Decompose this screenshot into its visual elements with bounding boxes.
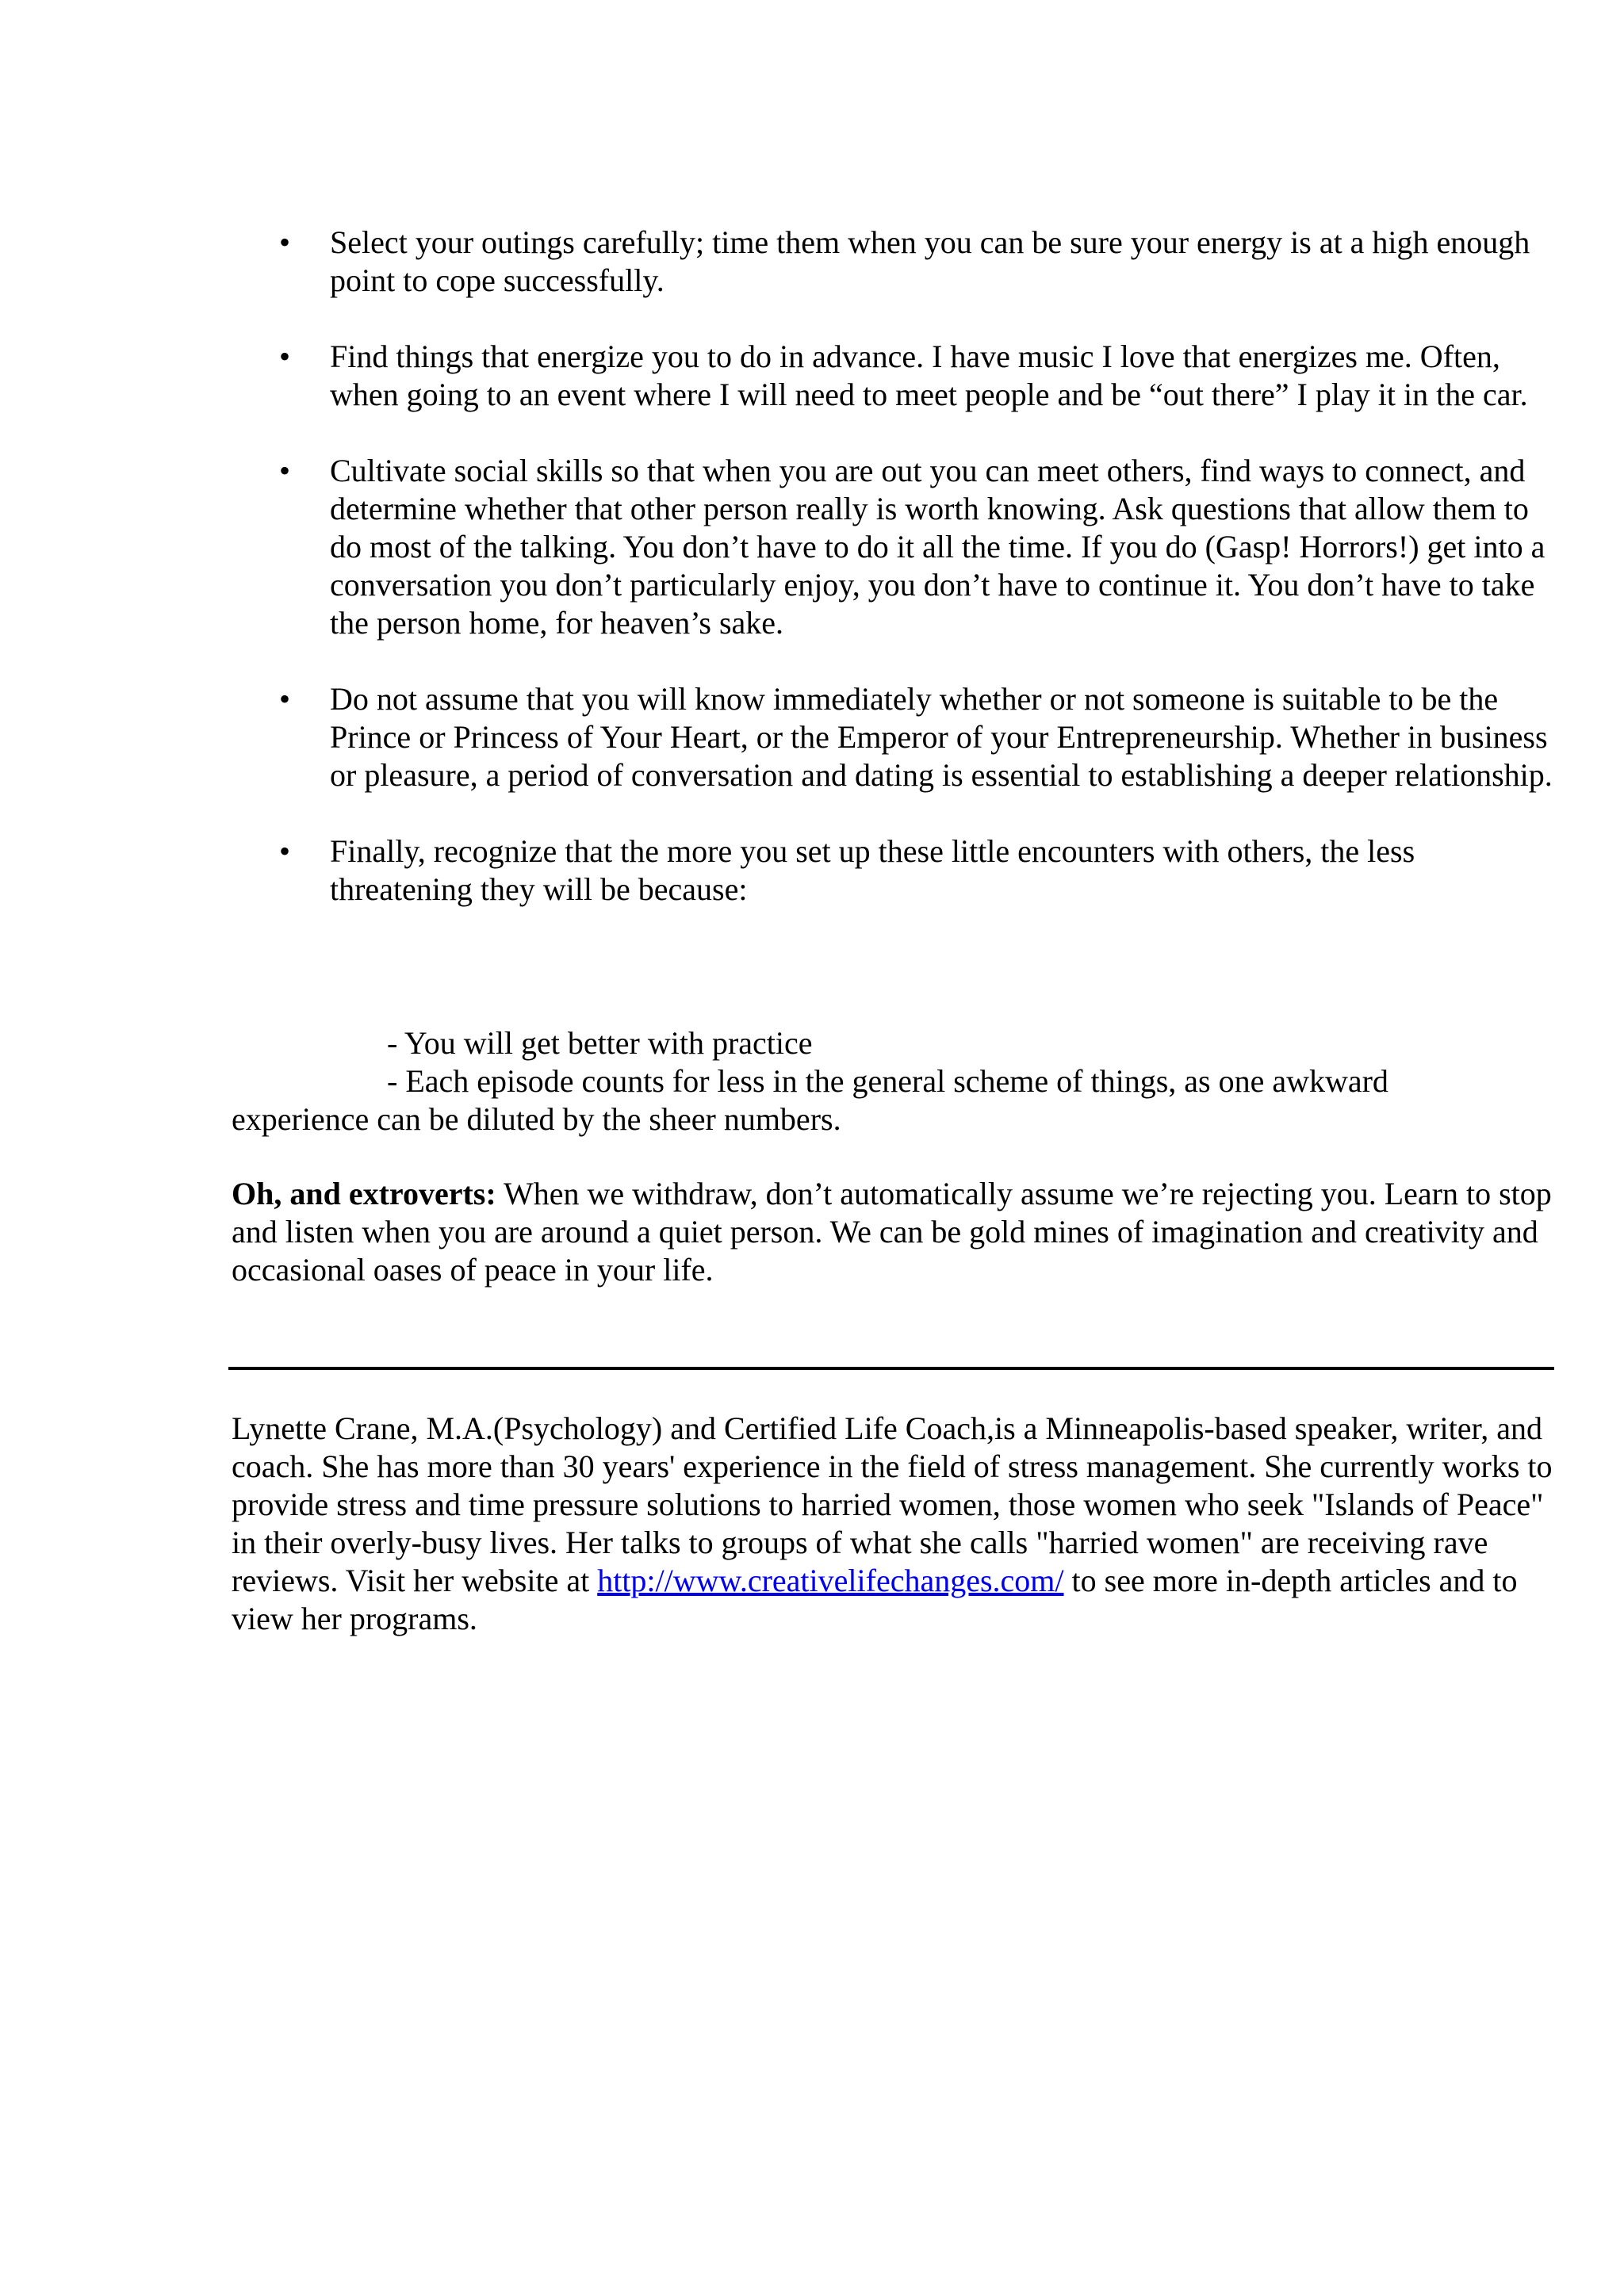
sub-point-episode: - Each episode counts for less in the general scheme of things, as one awkward: [387, 1063, 1388, 1099]
website-link[interactable]: http://www.creativelifechanges.com/: [597, 1563, 1064, 1598]
bullet-icon: •: [279, 224, 291, 260]
extroverts-paragraph: [232, 1175, 1564, 1289]
bullet-icon: •: [279, 453, 291, 488]
list-item-text: Select your outings carefully; time them when you can be sure your energy is at a high enough point to cope successfully.: [330, 224, 1530, 298]
bio-text-end: to see more in-depth articles and to view her programs.: [232, 1563, 1518, 1636]
list-item: [279, 680, 1556, 794]
list-item: [279, 224, 1556, 300]
author-bio: [232, 1410, 1564, 1638]
list-item-text: Do not assume that you will know immediately whether or not someone is suitable to be the Prince or Princess of Your Heart, or the Emperor of your Entrepreneurship. Whether in business or pleasure, a period of conversation and dating is essential to establishing a deeper relationship.: [330, 681, 1553, 793]
list-item: [279, 832, 1556, 909]
list-item-text: Find things that energize you to do in advance. I have music I love that energizes me. Often, when going to an event where I will need to meet people and be “out there” I play it in the car.: [330, 339, 1528, 412]
bullet-icon: •: [279, 339, 291, 374]
list-item: [279, 452, 1556, 642]
bullet-icon: •: [279, 833, 291, 869]
bullet-icon: •: [279, 681, 291, 717]
list-item: [279, 338, 1556, 414]
tips-list: [279, 224, 1556, 947]
horizontal-divider: [228, 1367, 1554, 1370]
sub-point-episode-continued: experience can be diluted by the sheer numbers.: [232, 1101, 841, 1137]
extroverts-text: When we withdraw, don’t automatically assume we’re rejecting you. Learn to stop and listen when you are around a quiet person. We can be gold mines of imagination and creativity and occasional oases of peace in your life.: [232, 1176, 1552, 1288]
list-item-text: Cultivate social skills so that when you are out you can meet others, find ways to connect, and determine whether that other person really is worth knowing. Ask questions that allow them to do most of the talking. You don’t have to do it all the time. If you do (Gasp! Horrors!) get into a conversation you don’t particularly enjoy, you don’t have to continue it. You don’t have to take the person home, for heaven’s sake.: [330, 453, 1545, 641]
sub-point-practice: - You will get better with practice: [387, 1025, 813, 1061]
extroverts-label: Oh, and extroverts:: [232, 1176, 496, 1211]
sub-points: [232, 1024, 1564, 1138]
bio-text: Lynette Crane, M.A.(Psychology) and Certified Life Coach,is a Minneapolis-based speaker, writer, and coach. She has more than 30 years' experience in the field of stress management. She currently works to provide stress and time pressure solutions to harried women, those women who seek "Islands of Peace" in their overly-busy lives. Her talks to groups of what she calls "harried women" are receiving rave reviews. Visit her website at: [232, 1410, 1553, 1598]
list-item-text: Finally, recognize that the more you set up these little encounters with others, the less threatening they will be because:: [330, 833, 1415, 907]
